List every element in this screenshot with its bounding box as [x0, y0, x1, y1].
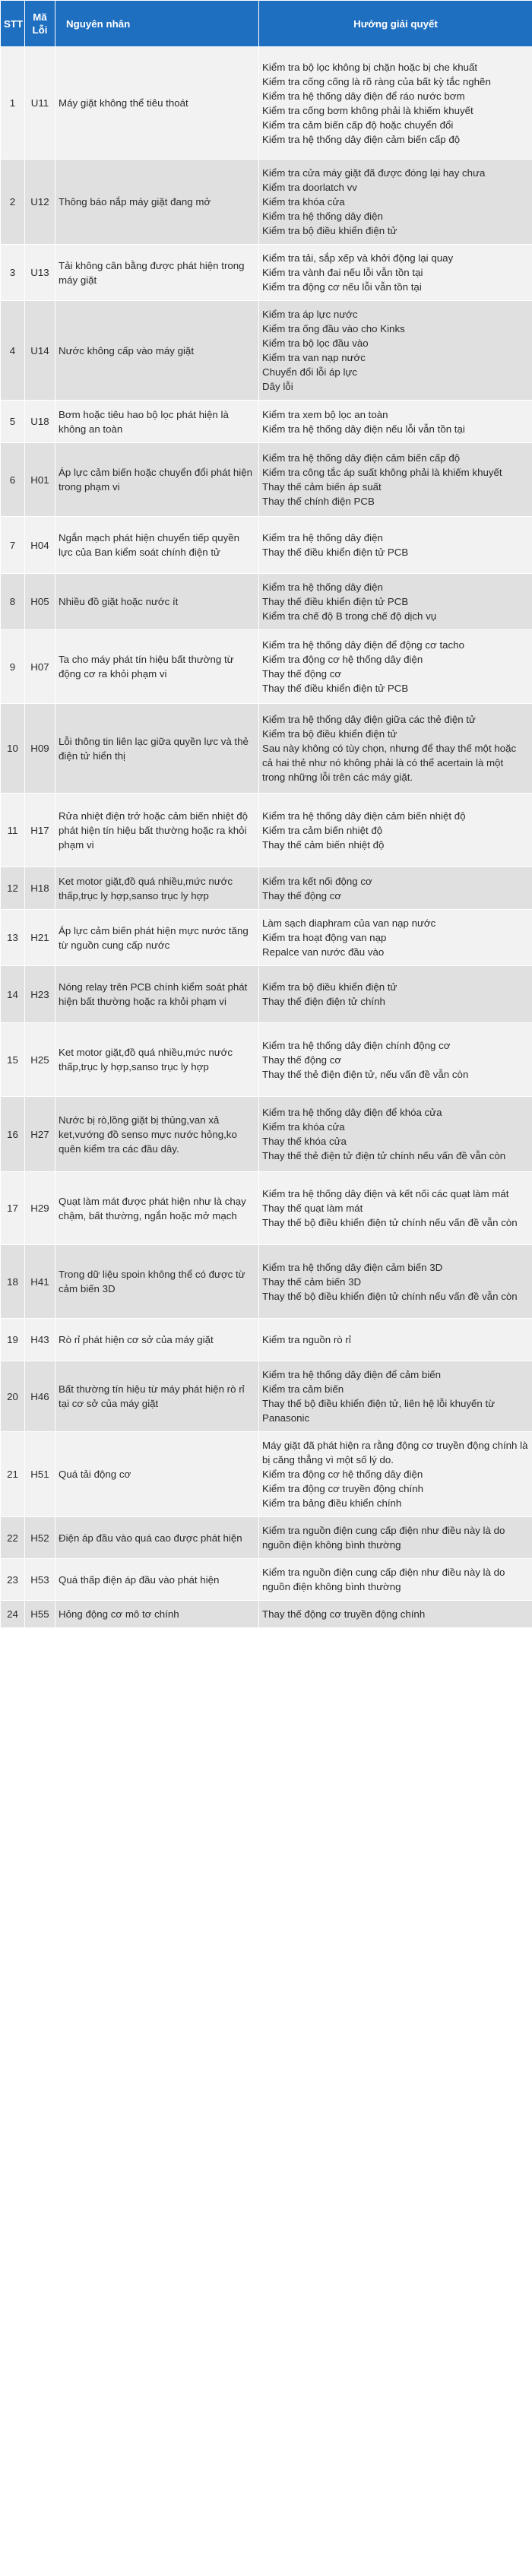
solution-line: Kiểm tra hệ thống dây điện giữa các thẻ điện tử	[262, 714, 476, 725]
row-stt: 12	[1, 867, 25, 910]
table-row	[1, 704, 532, 794]
header-solution: Hướng giải quyết	[259, 1, 532, 47]
solution-line: Kiểm tra động cơ hệ thống dây điện	[262, 1469, 423, 1480]
solution-line: Kiểm tra khóa cửa	[262, 196, 345, 208]
row-cause: Lỗi thông tin liên lạc giữa quyền lực và thẻ điện tử hiển thị	[55, 704, 259, 794]
row-stt: 14	[1, 966, 25, 1023]
solution-line: Kiểm tra hoạt động van nạp	[262, 932, 387, 943]
row-error-code: H23	[25, 966, 55, 1023]
table-row	[1, 910, 532, 966]
solution-line: Kiểm tra bộ lọc không bị chặn hoặc bị che khuất	[262, 61, 478, 73]
solution-line: Kiểm tra động cơ truyền động chính	[262, 1483, 423, 1494]
solution-line: Thay thế động cơ	[262, 889, 342, 901]
row-cause: Nhiều đồ giặt hoặc nước ít	[55, 574, 259, 630]
solution-line: Kiểm tra bảng điều khiển chính	[262, 1497, 402, 1509]
row-error-code: H09	[25, 704, 55, 794]
solution-line: Dây lỗi	[262, 381, 293, 392]
solution-line: Thay thế thẻ điện tử điện tử chính nếu vấn đề vẫn còn	[262, 1150, 506, 1161]
row-stt: 10	[1, 704, 25, 794]
solution-line: Kiểm tra xem bộ lọc an toàn	[262, 408, 388, 420]
row-solutions	[259, 1245, 532, 1319]
solution-line: Kiểm tra hệ thống dây điện	[262, 211, 383, 222]
solution-line: Thay thế động cơ	[262, 668, 342, 680]
solution-line: Thay thế điều khiển điện tử PCB	[262, 596, 409, 607]
solution-line: Kiểm tra hệ thống dây điện cảm biến 3D	[262, 1261, 443, 1273]
row-solutions	[259, 966, 532, 1023]
table-row	[1, 160, 532, 245]
row-solutions	[259, 794, 532, 867]
solution-line: Thay thế quạt làm mát	[262, 1202, 363, 1214]
table-row	[1, 301, 532, 401]
row-solutions	[259, 1172, 532, 1245]
row-stt: 18	[1, 1245, 25, 1319]
table-row	[1, 867, 532, 910]
solution-line: Thay thế chính điện PCB	[262, 496, 375, 507]
solution-line: Kiểm tra hệ thống dây điện để cảm biến	[262, 1369, 442, 1380]
row-cause: Quá tải động cơ	[55, 1432, 259, 1517]
solution-line: Kiểm tra vành đai nếu lỗi vẫn tồn tại	[262, 267, 423, 278]
table-row	[1, 443, 532, 517]
solution-line: Kiểm tra nguồn điện cung cấp điện như điều này là do nguồn điện không bình thường	[262, 1567, 505, 1592]
row-solutions	[259, 301, 532, 401]
row-cause: Quá thấp điện áp đầu vào phát hiện	[55, 1559, 259, 1601]
row-error-code: H18	[25, 867, 55, 910]
row-stt: 15	[1, 1023, 25, 1097]
row-stt: 8	[1, 574, 25, 630]
solution-line: Kiểm tra bộ điều khiển điện tử	[262, 728, 397, 740]
table-row	[1, 401, 532, 443]
table-row	[1, 1559, 532, 1601]
header-cause: Nguyên nhân	[55, 1, 259, 47]
row-error-code: H04	[25, 517, 55, 574]
row-cause: Ngắn mạch phát hiện chuyển tiếp quyền lực của Ban kiểm soát chính điện tử	[55, 517, 259, 574]
table-body	[1, 47, 532, 1628]
solution-line: Thay thế điều khiển điện tử PCB	[262, 683, 409, 694]
solution-line: Chuyển đổi lỗi áp lực	[262, 366, 357, 378]
solution-line: Máy giặt đã phát hiện ra rằng động cơ truyền động chính là bị căng thẳng vì một số lý do.	[262, 1440, 528, 1465]
solution-line: Thay thế thẻ điện điện tử, nếu vấn đề vẫn còn	[262, 1068, 469, 1080]
solution-line: Kiểm tra cửa máy giặt đã được đóng lại hay chưa	[262, 167, 486, 179]
row-cause: Bơm hoặc tiêu hao bộ lọc phát hiện là không an toàn	[55, 401, 259, 443]
row-stt: 22	[1, 1517, 25, 1559]
row-cause: Rò rỉ phát hiện cơ sở của máy giặt	[55, 1319, 259, 1361]
solution-line: Kiểm tra chế độ B trong chế độ dịch vụ	[262, 610, 437, 622]
solution-line: Kiểm tra bộ điều khiển điện tử	[262, 225, 397, 236]
solution-line: Kiểm tra hệ thống dây điện để ráo nước bơm	[262, 90, 465, 102]
solution-line: Kiểm tra hệ thống dây điện cảm biến nhiệt độ	[262, 810, 466, 822]
row-stt: 9	[1, 630, 25, 704]
row-error-code: U18	[25, 401, 55, 443]
solution-line: Kiểm tra áp lực nước	[262, 309, 358, 320]
solution-line: Kiểm tra hệ thống dây điện để khóa cửa	[262, 1107, 442, 1118]
solution-line: Kiểm tra cảm biến	[262, 1383, 344, 1395]
row-stt: 5	[1, 401, 25, 443]
row-error-code: H27	[25, 1097, 55, 1172]
solution-line: Kiểm tra cống cống là rõ ràng của bất kỳ tắc nghẽn	[262, 75, 491, 87]
solution-line: Kiểm tra hệ thống dây điện và kết nối các quạt làm mát	[262, 1188, 509, 1199]
table-row	[1, 794, 532, 867]
row-solutions	[259, 160, 532, 245]
row-error-code: H29	[25, 1172, 55, 1245]
solution-line: Repalce van nước đầu vào	[262, 946, 385, 958]
table-row	[1, 517, 532, 574]
row-error-code: H07	[25, 630, 55, 704]
solution-line: Thay thế cảm biến áp suất	[262, 481, 382, 493]
table-header-row	[1, 1, 532, 47]
table-row	[1, 1023, 532, 1097]
row-error-code: U11	[25, 47, 55, 160]
row-stt: 13	[1, 910, 25, 966]
table-row	[1, 966, 532, 1023]
row-solutions	[259, 47, 532, 160]
row-cause: Bất thường tín hiệu từ máy phát hiện rò rỉ tại cơ sở của máy giặt	[55, 1361, 259, 1432]
row-cause: Ta cho máy phát tín hiệu bất thường từ động cơ ra khỏi phạm vi	[55, 630, 259, 704]
row-cause: Thông báo nắp máy giặt đang mở	[55, 160, 259, 245]
row-solutions	[259, 704, 532, 794]
solution-line: Thay thế cảm biến nhiệt độ	[262, 838, 385, 851]
solution-line: Kiểm tra bộ lọc đầu vào	[262, 337, 369, 349]
solution-line: Thay thế điện điện tử chính	[262, 996, 385, 1007]
row-stt: 1	[1, 47, 25, 160]
solution-line: Thay thế bộ điều khiển điện tử chính nếu vấn đề vẫn còn	[262, 1217, 518, 1228]
row-solutions	[259, 517, 532, 574]
row-solutions	[259, 910, 532, 966]
row-cause: Ket motor giặt,đồ quá nhiều,mức nước thấp,trục ly hợp,sanso trục ly hợp	[55, 867, 259, 910]
row-error-code: H41	[25, 1245, 55, 1319]
solution-line: Kiểm tra hệ thống dây điện để động cơ tacho	[262, 639, 464, 651]
row-error-code: H55	[25, 1601, 55, 1628]
table-row	[1, 1601, 532, 1628]
row-cause: Trong dữ liệu spoin không thể có được từ cảm biến 3D	[55, 1245, 259, 1319]
row-solutions	[259, 1517, 532, 1559]
row-stt: 4	[1, 301, 25, 401]
solution-line: Kiểm tra khóa cửa	[262, 1121, 345, 1133]
row-cause: Áp lực cảm biến phát hiện mực nước tăng từ nguồn cung cấp nước	[55, 910, 259, 966]
header-stt: STT	[1, 1, 25, 47]
table-row	[1, 47, 532, 160]
solution-line: Kiểm tra động cơ nếu lỗi vẫn tồn tại	[262, 281, 422, 293]
solution-line: Thay thế bộ điều khiển điện tử chính nếu vấn đề vẫn còn	[262, 1290, 518, 1302]
row-error-code: H25	[25, 1023, 55, 1097]
row-error-code: H43	[25, 1319, 55, 1361]
row-stt: 23	[1, 1559, 25, 1601]
row-cause: Máy giặt không thể tiêu thoát	[55, 47, 259, 160]
solution-line: Làm sạch diaphram của van nạp nước	[262, 917, 436, 929]
table-row	[1, 1517, 532, 1559]
solution-line: Kiểm tra cảm biến nhiệt độ	[262, 824, 383, 836]
solution-line: Kiểm tra hệ thống dây điện cảm biến cấp độ	[262, 452, 461, 464]
solution-line: Kiểm tra động cơ hệ thống dây điện	[262, 654, 423, 665]
row-stt: 21	[1, 1432, 25, 1517]
row-stt: 16	[1, 1097, 25, 1172]
solution-line: Thay thế bộ điều khiển điện tử, liên hệ lỗi khuyến từ Panasonic	[262, 1398, 496, 1424]
row-cause: Áp lực cảm biến hoặc chuyển đổi phát hiện trong phạm vi	[55, 443, 259, 517]
row-solutions	[259, 1361, 532, 1432]
row-solutions	[259, 245, 532, 301]
row-stt: 24	[1, 1601, 25, 1628]
row-error-code: H46	[25, 1361, 55, 1432]
row-error-code: U13	[25, 245, 55, 301]
row-stt: 7	[1, 517, 25, 574]
solution-line: Thay thế động cơ	[262, 1054, 342, 1066]
table-row	[1, 1319, 532, 1361]
row-error-code: H53	[25, 1559, 55, 1601]
row-error-code: H21	[25, 910, 55, 966]
solution-line: Kiểm tra doorlatch vv	[262, 182, 357, 193]
row-cause: Điện áp đầu vào quá cao được phát hiện	[55, 1517, 259, 1559]
solution-line: Kiểm tra hệ thống dây điện cảm biến cấp độ	[262, 133, 461, 145]
row-cause: Nóng relay trên PCB chính kiểm soát phát hiện bất thường hoặc ra khỏi phạm vi	[55, 966, 259, 1023]
row-stt: 6	[1, 443, 25, 517]
row-error-code: U12	[25, 160, 55, 245]
solution-line: Kiểm tra hệ thống dây điện nếu lỗi vẫn tồn tại	[262, 423, 465, 435]
solution-line: Kiểm tra hệ thống dây điện chính động cơ	[262, 1039, 451, 1051]
row-cause: Ket motor giặt,đồ quá nhiều,mức nước thấp,trục ly hợp,sanso trục ly hợp	[55, 1023, 259, 1097]
table-row	[1, 630, 532, 704]
solution-line: Kiểm tra cống bơm không phải là khiếm khuyết	[262, 104, 473, 116]
row-solutions	[259, 574, 532, 630]
table-row	[1, 1245, 532, 1319]
row-solutions	[259, 1559, 532, 1601]
row-stt: 11	[1, 794, 25, 867]
solution-line: Kiểm tra nguồn rò rỉ	[262, 1334, 351, 1345]
row-cause: Rửa nhiệt điện trở hoặc cảm biến nhiệt độ phát hiện tín hiệu bất thường hoặc ra khỏi phạm vi	[55, 794, 259, 867]
solution-line: Kiểm tra hệ thống dây điện	[262, 581, 383, 593]
row-error-code: H52	[25, 1517, 55, 1559]
row-stt: 19	[1, 1319, 25, 1361]
table-row	[1, 574, 532, 630]
solution-line: Thay thế cảm biến 3D	[262, 1275, 362, 1288]
table-row	[1, 1172, 532, 1245]
table-row	[1, 245, 532, 301]
row-solutions	[259, 443, 532, 517]
solution-line: Kiểm tra hệ thống dây điện	[262, 532, 383, 543]
solution-line: Sau này không có tùy chọn, nhưng để thay thế một hoặc cả hai thẻ như nó không phải là có thể acertain là một trong những lỗi trên các máy giặt.	[262, 743, 517, 783]
solution-line: Thay thế động cơ truyền động chính	[262, 1608, 426, 1620]
row-stt: 2	[1, 160, 25, 245]
solution-line: Kiểm tra công tắc áp suất không phải là khiếm khuyết	[262, 467, 502, 478]
row-stt: 17	[1, 1172, 25, 1245]
row-cause: Tải không cân bằng được phát hiện trong máy giặt	[55, 245, 259, 301]
solution-line: Kiểm tra bộ điều khiển điện tử	[262, 981, 397, 993]
table-row	[1, 1361, 532, 1432]
solution-line: Kiểm tra kết nối động cơ	[262, 875, 372, 887]
row-error-code: H51	[25, 1432, 55, 1517]
row-solutions	[259, 867, 532, 910]
row-solutions	[259, 401, 532, 443]
table-row	[1, 1097, 532, 1172]
row-error-code: H05	[25, 574, 55, 630]
row-solutions	[259, 1601, 532, 1628]
row-cause: Quạt làm mát được phát hiện như là chạy chậm, bất thường, ngắn hoặc mở mạch	[55, 1172, 259, 1245]
solution-line: Thay thế khóa cửa	[262, 1136, 347, 1147]
solution-line: Kiểm tra van nạp nước	[262, 352, 366, 363]
row-error-code: H17	[25, 794, 55, 867]
row-stt: 20	[1, 1361, 25, 1432]
row-cause: Nước bị rò,lồng giặt bị thủng,van xả ket,vướng đồ senso mực nước hỏng,ko quên kiểm tra các đầu dây.	[55, 1097, 259, 1172]
solution-line: Kiểm tra tải, sắp xếp và khởi động lại quay	[262, 252, 454, 264]
table-row	[1, 1432, 532, 1517]
row-error-code: U14	[25, 301, 55, 401]
solution-line: Kiểm tra cảm biến cấp độ hoặc chuyển đổi	[262, 119, 454, 131]
row-cause: Nước không cấp vào máy giặt	[55, 301, 259, 401]
row-solutions	[259, 1432, 532, 1517]
row-solutions	[259, 1319, 532, 1361]
row-cause: Hỏng động cơ mô tơ chính	[55, 1601, 259, 1628]
row-error-code: H01	[25, 443, 55, 517]
solution-line: Thay thế điều khiển điện tử PCB	[262, 547, 409, 558]
row-stt: 3	[1, 245, 25, 301]
row-solutions	[259, 630, 532, 704]
row-solutions	[259, 1023, 532, 1097]
header-error-code: Mã Lỗi	[25, 1, 55, 47]
row-solutions	[259, 1097, 532, 1172]
solution-line: Kiểm tra nguồn điện cung cấp điện như điều này là do nguồn điện không bình thường	[262, 1525, 505, 1551]
solution-line: Kiểm tra ống đầu vào cho Kinks	[262, 323, 405, 334]
